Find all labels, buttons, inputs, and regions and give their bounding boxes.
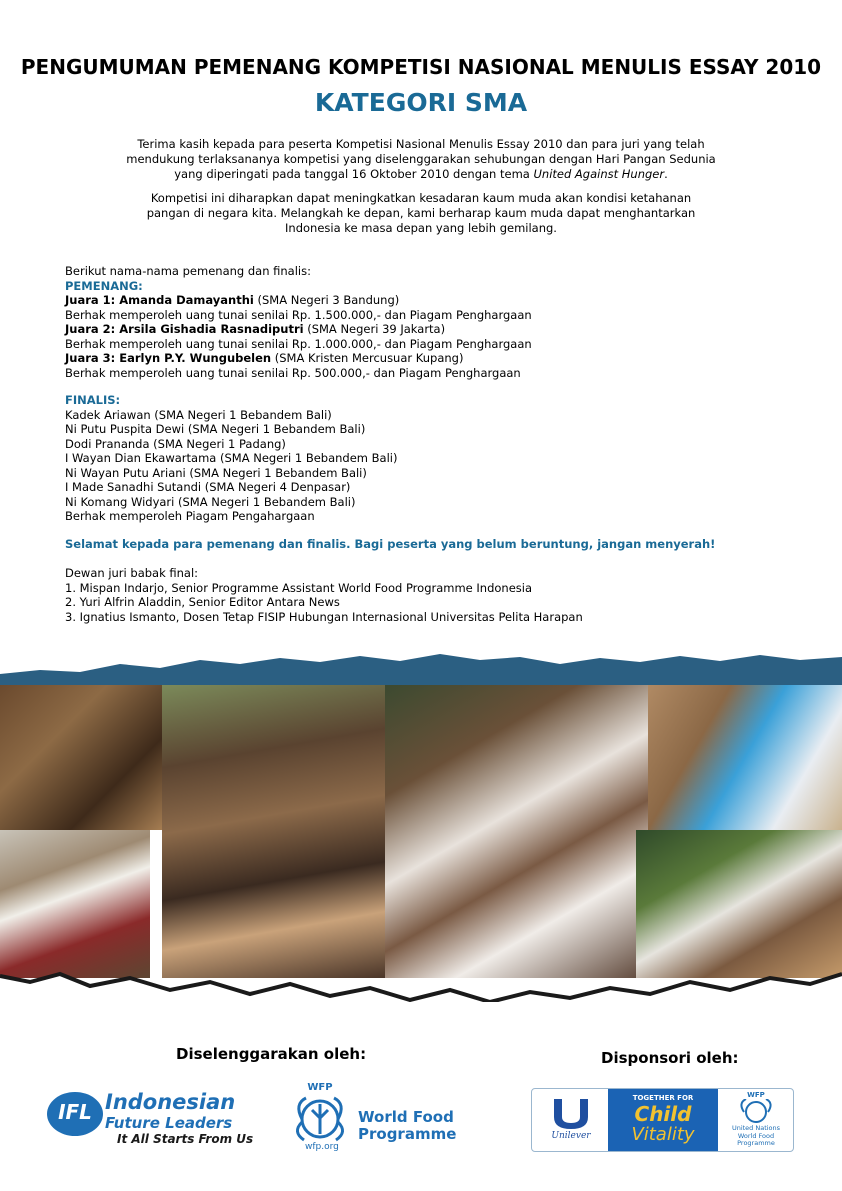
- finalist-item: Ni Wayan Putu Ariani (SMA Negeri 1 Bebandem Bali): [65, 465, 367, 480]
- intro-text: yang diperingati pada tanggal 16 Oktober 2010 dengan tema: [174, 167, 534, 181]
- congratulations-message: Selamat kepada para pemenang dan finalis. Bagi peserta yang belum beruntung, jangan menyerah!: [65, 537, 716, 551]
- category-subtitle: KATEGORI SMA: [314, 88, 528, 117]
- unilever-u-icon: [536, 1093, 606, 1133]
- unilever-name: Unilever: [551, 1131, 591, 1141]
- winner-school: (SMA Negeri 39 Jakarta): [303, 322, 446, 336]
- finalist-item: I Made Sanadhi Sutandi (SMA Negeri 4 Denpasar): [65, 480, 351, 494]
- wfp-sponsor-line: United Nations: [731, 1124, 781, 1132]
- sponsored-by-label: Disponsori oleh:: [601, 1049, 739, 1067]
- intro-paragraph-1: [100, 137, 742, 182]
- jury-member: 3. Ignatius Ismanto, Dosen Tetap FISIP Hubungan Internasional Universitas Pelita Harapan: [65, 609, 583, 624]
- winner-prize: Berhak memperoleh uang tunai senilai Rp. 1.500.000,- dan Piagam Penghargaan: [65, 307, 532, 322]
- winner-prize: Berhak memperoleh uang tunai senilai Rp. 500.000,- dan Piagam Penghargaan: [65, 365, 521, 380]
- photo-children-eating: [636, 830, 842, 978]
- wfp-name-line2: Programme: [358, 1125, 457, 1143]
- finalist-item: Ni Putu Puspita Dewi (SMA Negeri 1 Bebandem Bali): [65, 422, 366, 436]
- finalists-section: [65, 393, 765, 524]
- theme-text: United Against Hunger: [533, 167, 665, 181]
- sponsor-logos: [531, 1088, 794, 1152]
- winners-intro: Berikut nama-nama pemenang dan finalis:: [65, 264, 311, 278]
- ifl-name-line1: Indonesian: [105, 1090, 236, 1114]
- winner-rank: Juara 3: Earlyn P.Y. Wungubelen: [65, 351, 272, 365]
- page-title: PENGUMUMAN PEMENANG KOMPETISI NASIONAL MENULIS ESSAY 2010: [20, 55, 822, 79]
- intro-line: Terima kasih kepada para peserta Kompetisi Nasional Menulis Essay 2010 dan para juri yang telah: [137, 137, 705, 151]
- cv-top-text: TOGETHER FOR: [632, 1094, 694, 1102]
- finalist-award: Berhak memperoleh Piagam Pengahargaan: [65, 509, 315, 523]
- finalist-item: Kadek Ariawan (SMA Negeri 1 Bebandem Bali): [65, 407, 332, 422]
- cv-vitality-text: Vitality: [631, 1124, 695, 1145]
- photo-schoolgirls: [0, 830, 150, 978]
- photo-collage: [0, 652, 842, 1002]
- winner-rank: Juara 2: Arsila Gishadia Rasnadiputri: [65, 322, 304, 336]
- intro-line: pangan di negara kita. Melangkah ke depan, kami berharap kaum muda dapat menghantarkan: [146, 206, 696, 220]
- ifl-name-line2: Future Leaders: [105, 1114, 233, 1132]
- winner-school: (SMA Kristen Mercusuar Kupang): [271, 351, 464, 365]
- intro-paragraph-2: [100, 191, 742, 236]
- winner-prize: Berhak memperoleh uang tunai senilai Rp. 1.000.000,- dan Piagam Penghargaan: [65, 336, 532, 351]
- wfp-url: wfp.org: [305, 1142, 339, 1152]
- winners-label: PEMENANG:: [65, 278, 143, 293]
- wfp-name-line1: World Food: [358, 1108, 454, 1126]
- finalist-item: Dodi Prananda (SMA Negeri 1 Padang): [65, 436, 286, 451]
- finalist-item: I Wayan Dian Ekawartama (SMA Negeri 1 Bebandem Bali): [65, 451, 398, 465]
- intro-line: Kompetisi ini diharapkan dapat meningkatkan kesadaran kaum muda akan kondisi ketahanan: [150, 191, 692, 205]
- unilever-logo: [536, 1093, 606, 1147]
- winner-entry: [65, 293, 765, 308]
- wfp-sponsor-abbr: WFP: [747, 1091, 765, 1099]
- finalist-item: Ni Komang Widyari (SMA Negeri 1 Bebandem Bali): [65, 494, 356, 509]
- ifl-tagline: It All Starts From Us: [117, 1132, 254, 1146]
- child-vitality-logo: [608, 1089, 718, 1151]
- photo-girls-group: [385, 685, 648, 978]
- jury-member: 2. Yuri Alfrin Aladdin, Senior Editor Antara News: [65, 595, 340, 609]
- wfp-sponsor-emblem-icon: [722, 1099, 790, 1125]
- wfp-abbr: WFP: [307, 1082, 333, 1093]
- winners-section: [65, 264, 765, 380]
- winner-school: (SMA Negeri 3 Bandung): [253, 293, 400, 307]
- wfp-logo: [280, 1082, 480, 1154]
- photo-baby-rice-sack: [648, 685, 842, 830]
- ifl-abbr: IFL: [58, 1100, 92, 1124]
- jury-section: [65, 566, 583, 624]
- organized-by-label: Diselenggarakan oleh:: [176, 1045, 367, 1063]
- wfp-sponsor-logo: [722, 1091, 790, 1149]
- winner-entry: [65, 351, 765, 366]
- wfp-sponsor-line: World Food: [737, 1131, 775, 1140]
- jury-member: 1. Mispan Indarjo, Senior Programme Assistant World Food Programme Indonesia: [65, 580, 533, 595]
- winner-rank: Juara 1: Amanda Damayanthi: [65, 293, 254, 307]
- wfp-emblem-icon: [280, 1094, 360, 1144]
- intro-text: .: [664, 167, 668, 181]
- wfp-sponsor-name: [722, 1125, 790, 1148]
- photo-crowd-children: [162, 685, 385, 978]
- cv-child-text: Child: [634, 1102, 692, 1126]
- intro-line: Indonesia ke masa depan yang lebih gemilang.: [285, 221, 557, 235]
- wfp-sponsor-line: Programme: [737, 1139, 775, 1147]
- intro-line: mendukung terlaksananya kompetisi yang diselenggarakan sehubungan dengan Hari Pangan Sedunia: [126, 152, 716, 166]
- winner-entry: [65, 322, 765, 337]
- ifl-logo: [45, 1088, 260, 1148]
- finalists-label: FINALIS:: [65, 393, 121, 407]
- photo-boys-grinning: [0, 685, 162, 830]
- jury-intro: Dewan juri babak final:: [65, 566, 199, 580]
- intro-line: [100, 167, 742, 182]
